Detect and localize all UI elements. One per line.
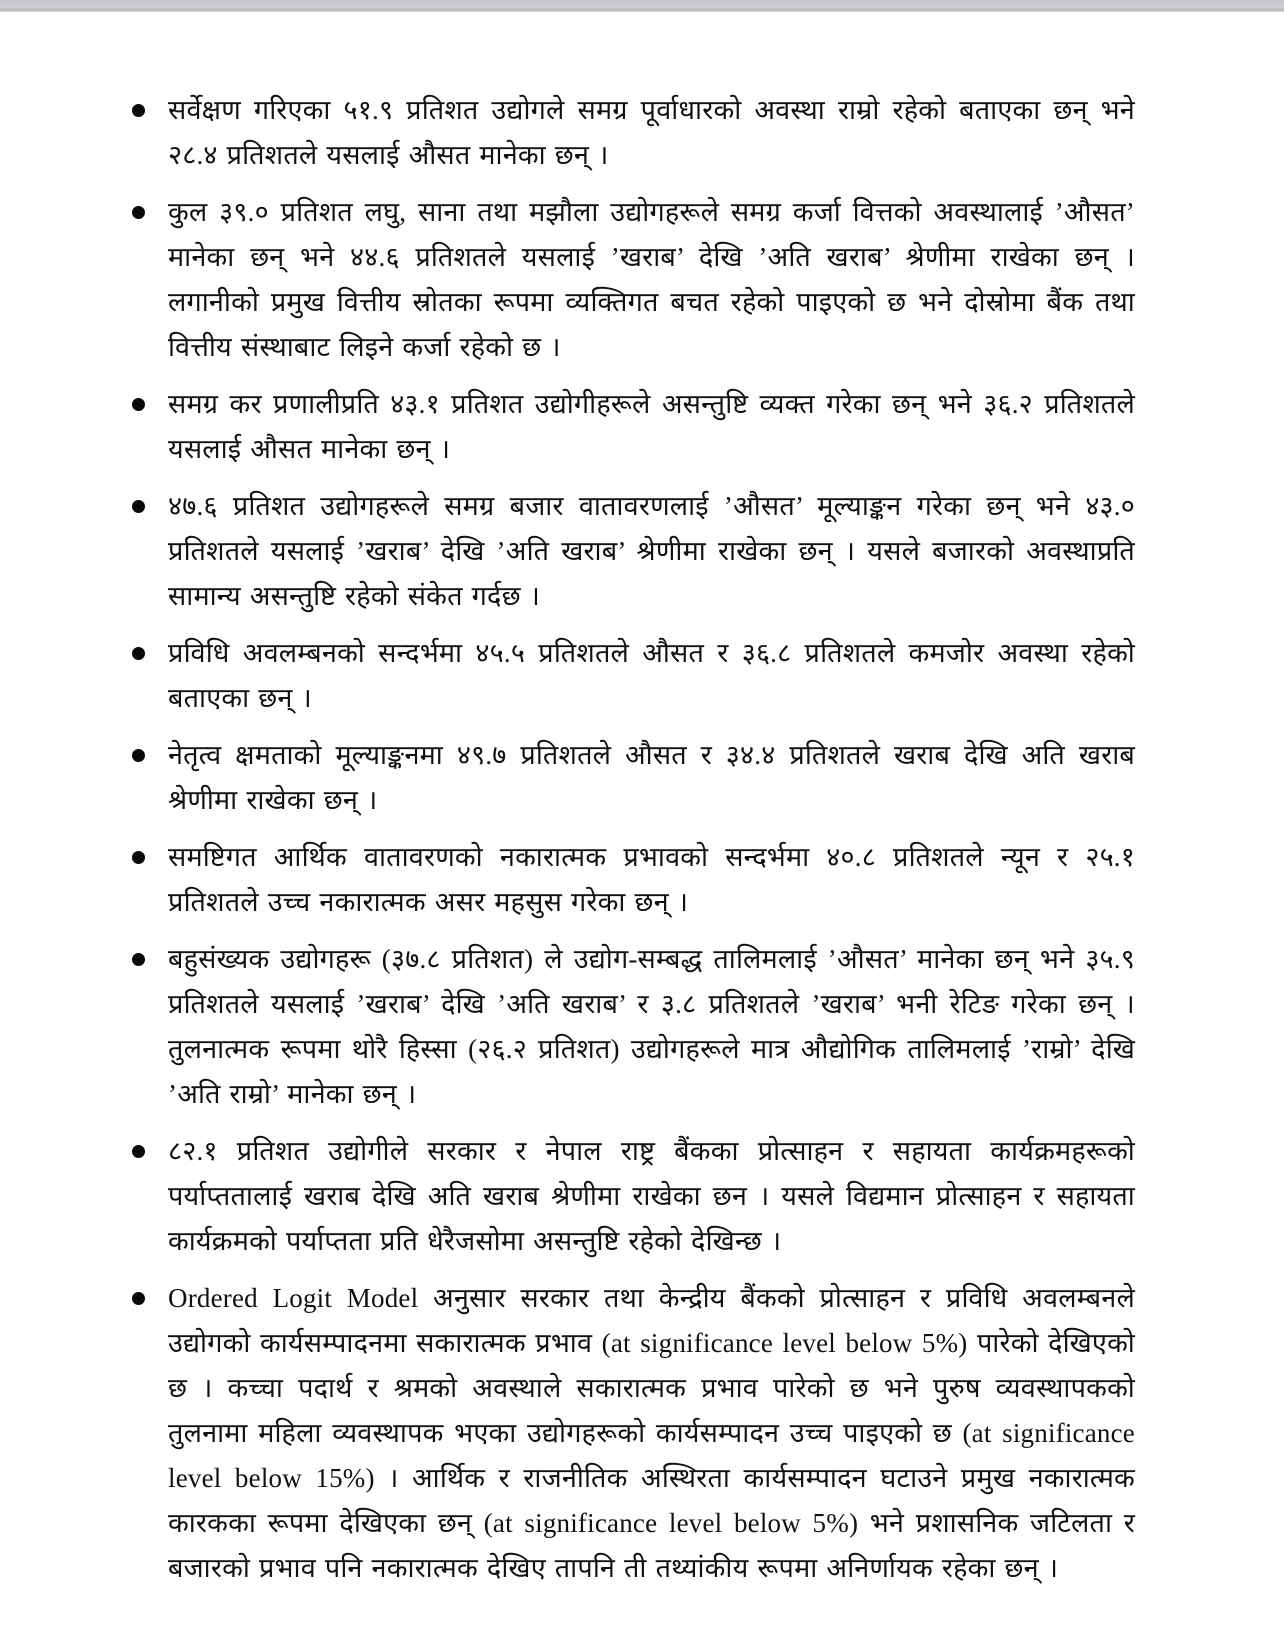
bullet-text: नेतृत्व क्षमताको मूल्याङ्कनमा ४९.७ प्रतिशतले औसत र ३४.४ प्रतिशतले खराब देखि अति खराब श्रेणीमा राखेका छन् । bbox=[168, 740, 1135, 815]
bullet-item bbox=[130, 88, 1135, 178]
bullet-item bbox=[130, 631, 1135, 721]
bullet-text: समष्टिगत आर्थिक वातावरणको नकारात्मक प्रभावको सन्दर्भमा ४०.८ प्रतिशतले न्यून र २५.१ प्रतिशतले उच्च नकारात्मक असर महसुस गरेका छन् । bbox=[168, 842, 1135, 917]
bullet-icon bbox=[132, 500, 145, 513]
bullet-item bbox=[130, 484, 1135, 619]
bullet-item bbox=[130, 733, 1135, 823]
bullet-item bbox=[130, 937, 1135, 1117]
bullet-icon bbox=[132, 851, 145, 864]
bullet-text: समग्र कर प्रणालीप्रति ४३.१ प्रतिशत उद्योगीहरूले असन्तुष्टि व्यक्त गरेका छन् भने ३६.२ प्रतिशतले यसलाई औसत मानेका छन् । bbox=[168, 389, 1135, 464]
bullet-icon bbox=[132, 953, 145, 966]
bullet-icon bbox=[132, 398, 145, 411]
bullet-item bbox=[130, 1129, 1135, 1264]
bullet-icon bbox=[132, 206, 145, 219]
bullet-text: प्रविधि अवलम्बनको सन्दर्भमा ४५.५ प्रतिशतले औसत र ३६.८ प्रतिशतले कमजोर अवस्था रहेको बताएका छन् । bbox=[168, 638, 1135, 713]
bullet-item bbox=[130, 1276, 1135, 1591]
bullet-icon bbox=[132, 1292, 145, 1305]
bullet-text: सर्वेक्षण गरिएका ५१.९ प्रतिशत उद्योगले समग्र पूर्वाधारको अवस्था राम्रो रहेको बताएका छन् भने २८.४ प्रतिशतले यसलाई औसत मानेका छन् । bbox=[168, 95, 1135, 170]
bullet-text: कुल ३९.० प्रतिशत लघु, साना तथा मझौला उद्योगहरूले समग्र कर्जा वित्तको अवस्थालाई ’औसत’ मानेका छन् भने ४४.६ प्रतिशतले यसलाई ’खराब’ देखि ’अति खराब’ श्रेणीमा राखेका छन् । लगानीको प्रमुख वित्तीय स्रोतका रूपमा व्यक्तिगत बचत रहेको पाइएको छ भने दोस्रोमा बैंक तथा वित्तीय संस्थाबाट लिइने कर्जा रहेको छ । bbox=[168, 197, 1135, 362]
bullet-item bbox=[130, 190, 1135, 370]
bullet-text: ४७.६ प्रतिशत उद्योगहरूले समग्र बजार वातावरणलाई ’औसत’ मूल्याङ्कन गरेका छन् भने ४३.० प्रतिशतले यसलाई ’खराब’ देखि ’अति खराब’ श्रेणीमा राखेका छन् । यसले बजारको अवस्थाप्रति सामान्य असन्तुष्टि रहेको संकेत गर्दछ । bbox=[168, 491, 1135, 611]
document-page bbox=[130, 88, 1135, 1603]
bullet-text: ८२.१ प्रतिशत उद्योगीले सरकार र नेपाल राष्ट्र बैंकका प्रोत्साहन र सहायता कार्यक्रमहरूको पर्याप्ततालाई खराब देखि अति खराब श्रेणीमा राखेका छन । यसले विद्यमान प्रोत्साहन र सहायता कार्यक्रमको पर्याप्तता प्रति धेरैजसोमा असन्तुष्टि रहेको देखिन्छ । bbox=[168, 1136, 1135, 1256]
bullet-item bbox=[130, 835, 1135, 925]
bullet-icon bbox=[132, 1145, 145, 1158]
bullet-text: Ordered Logit Model अनुसार सरकार तथा केन्द्रीय बैंकको प्रोत्साहन र प्रविधि अवलम्बनले उद्योगको कार्यसम्पादनमा सकारात्मक प्रभाव (at significance level below 5%) पारेको देखिएको छ । कच्चा पदार्थ र श्रमको अवस्थाले सकारात्मक प्रभाव पारेको छ भने पुरुष व्यवस्थापकको तुलनामा महिला व्यवस्थापक भएका उद्योगहरूको कार्यसम्पादन उच्च पाइएको छ (at significance level below 15%) । आर्थिक र राजनीतिक अस्थिरता कार्यसम्पादन घटाउने प्रमुख नकारात्मक कारकका रूपमा देखिएका छन् (at significance level below 5%) भने प्रशासनिक जटिलता र बजारको प्रभाव पनि नकारात्मक देखिए तापनि ती तथ्यांकीय रूपमा अनिर्णायक रहेका छन् । bbox=[168, 1283, 1135, 1583]
bullet-icon bbox=[132, 749, 145, 762]
bullet-icon bbox=[132, 647, 145, 660]
bullet-text: बहुसंख्यक उद्योगहरू (३७.८ प्रतिशत) ले उद्योग-सम्बद्ध तालिमलाई ’औसत’ मानेका छन् भने ३५.९ प्रतिशतले यसलाई ’खराब’ देखि ’अति खराब’ र ३.८ प्रतिशतले ’खराब’ भनी रेटिङ गरेका छन् । तुलनात्मक रूपमा थोरै हिस्सा (२६.२ प्रतिशत) उद्योगहरूले मात्र औद्योगिक तालिमलाई ’राम्रो’ देखि ’अति राम्रो’ मानेका छन् । bbox=[168, 944, 1135, 1109]
bullet-item bbox=[130, 382, 1135, 472]
window-top-edge bbox=[0, 0, 1284, 12]
bullet-icon bbox=[132, 104, 145, 117]
